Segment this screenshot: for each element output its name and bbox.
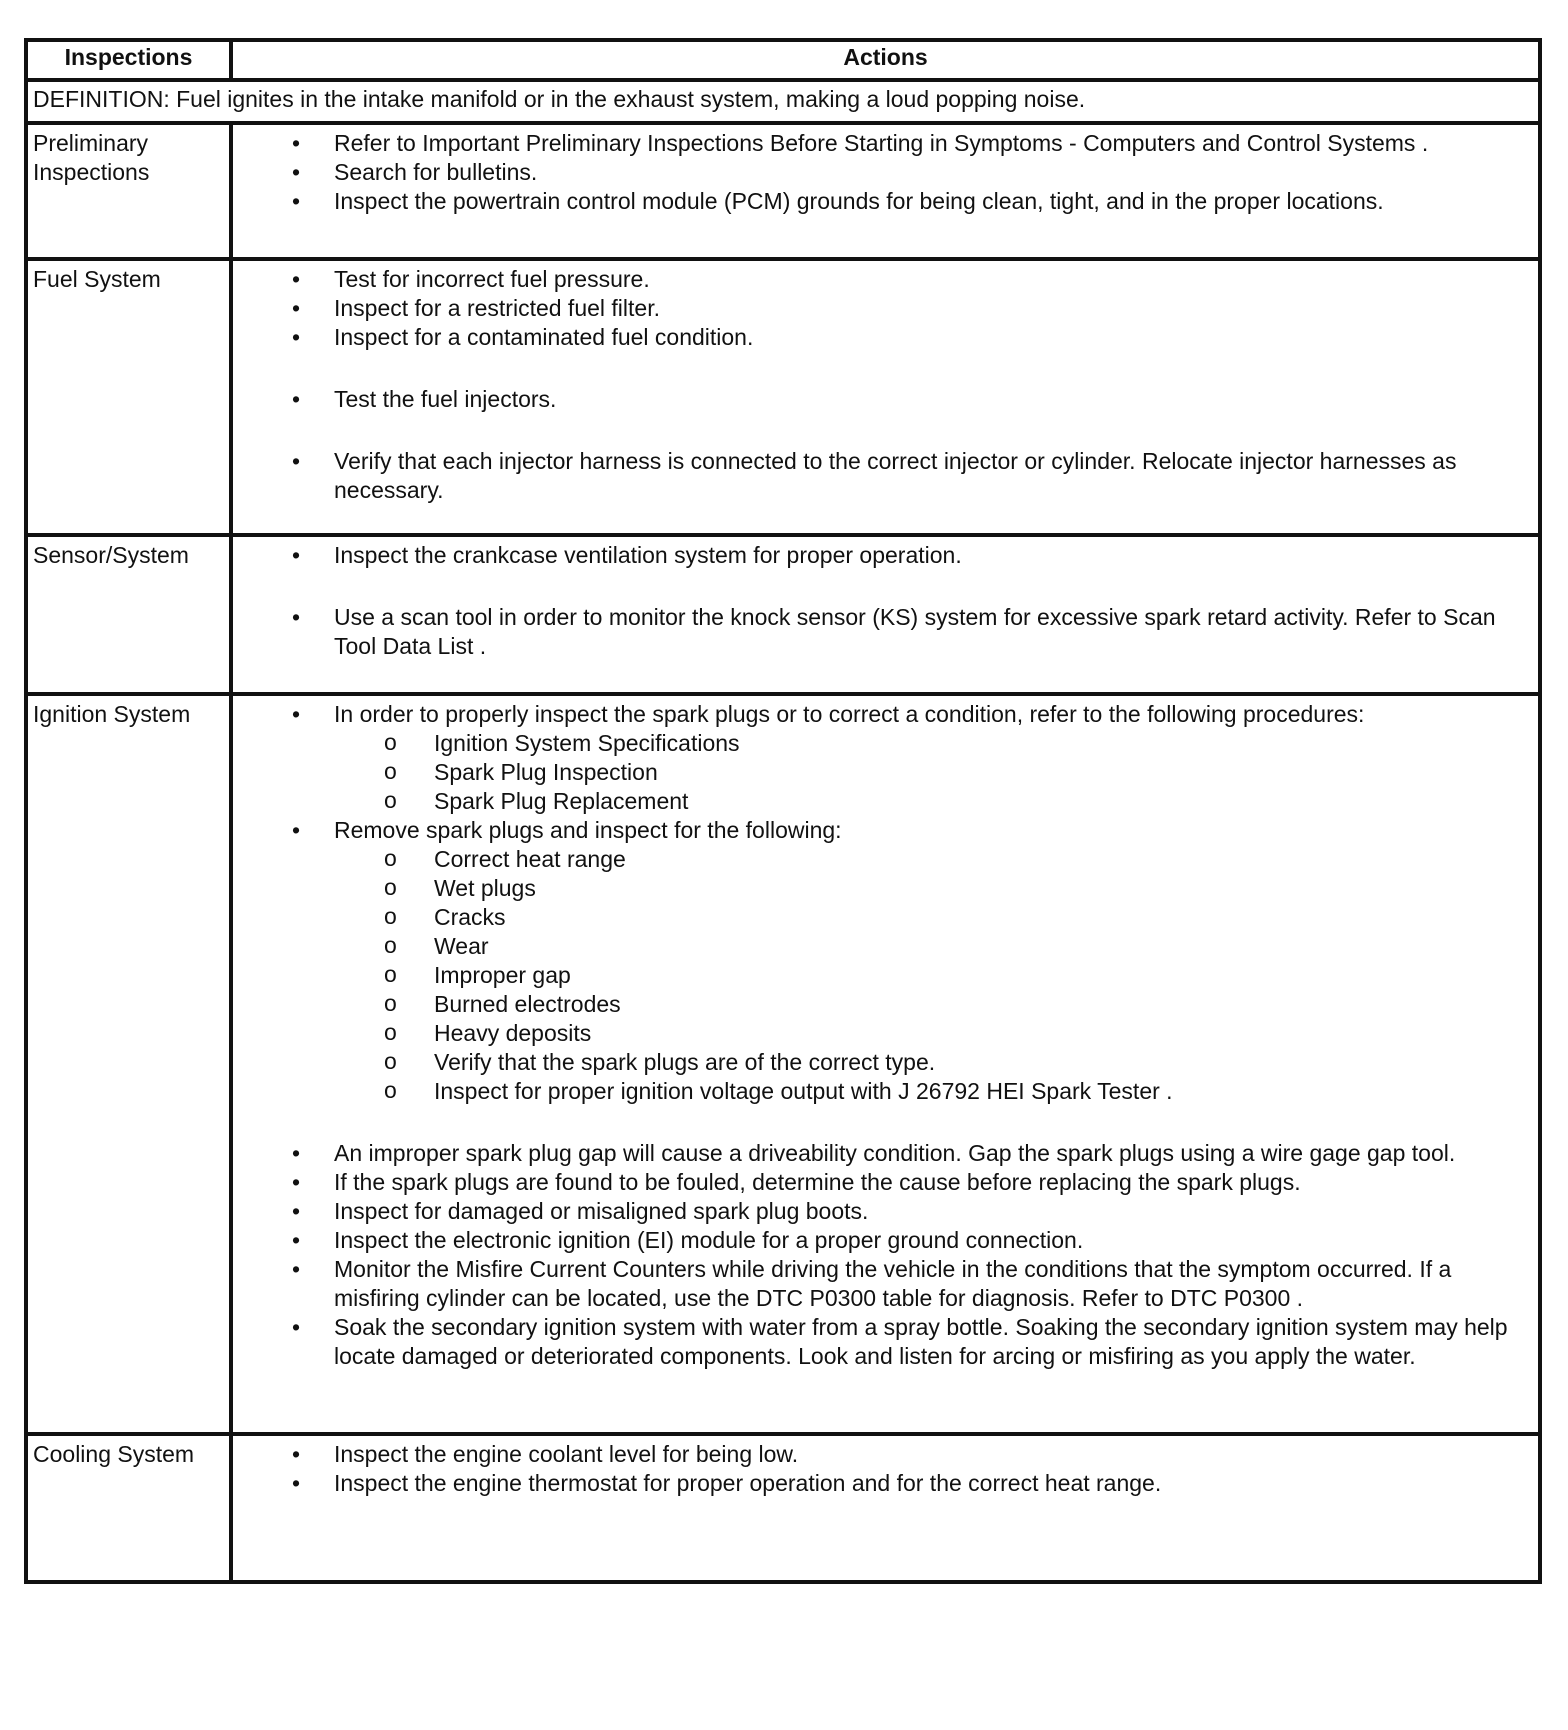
procedure-item: o Spark Plug Replacement [334,787,1532,816]
action-item: • Test the fuel injectors. [239,385,1532,414]
action-list [239,1440,1532,1498]
check-item: o Verify that the spark plugs are of the correct type. [334,1048,1532,1077]
actions-cell [231,694,1540,1434]
action-item: • If the spark plugs are found to be fouled, determine the cause before replacing the spark plugs. [239,1168,1532,1197]
action-item: • Inspect the powertrain control module (PCM) grounds for being clean, tight, and in the proper locations. [239,187,1532,216]
check-item: o Inspect for proper ignition voltage output with J 26792 HEI Spark Tester . [334,1077,1532,1106]
inspection-table [24,38,1542,1584]
spark-plug-check-list [334,845,1532,1106]
action-item: • Test for incorrect fuel pressure. [239,265,1532,294]
procedure-list [334,729,1532,816]
table-row [26,694,1540,1434]
action-item: • Inspect the engine thermostat for proper operation and for the correct heat range. [239,1469,1532,1498]
action-item: • An improper spark plug gap will cause a driveability condition. Gap the spark plugs using a wire gage gap tool. [239,1139,1532,1168]
procedure-item: o Ignition System Specifications [334,729,1532,758]
check-item: o Wet plugs [334,874,1532,903]
action-item: • Monitor the Misfire Current Counters while driving the vehicle in the conditions that the symptom occurred. If a misfiring cylinder can be located, use the DTC P0300 table for diagnosis. Refer to DTC P0300 . [239,1255,1532,1313]
action-item: • Inspect the crankcase ventilation system for proper operation. [239,541,1532,570]
action-list [239,541,1532,661]
action-item: • Soak the secondary ignition system with water from a spray bottle. Soaking the secondary ignition system may help locate damaged or deteriorated components. Look and listen for arcing or misfiring as you apply the water. [239,1313,1532,1371]
action-item: • Inspect for damaged or misaligned spark plug boots. [239,1197,1532,1226]
inspection-label: Fuel System [26,259,231,535]
action-item [239,700,1532,816]
check-item: o Heavy deposits [334,1019,1532,1048]
action-item: • Search for bulletins. [239,158,1532,187]
action-item: • Inspect for a contaminated fuel condition. [239,323,1532,352]
inspection-label: Cooling System [26,1434,231,1582]
action-item: • Inspect for a restricted fuel filter. [239,294,1532,323]
check-item: o Cracks [334,903,1532,932]
header-row [26,40,1540,80]
actions-cell [231,259,1540,535]
inspection-label: Sensor/System [26,535,231,694]
action-list [239,700,1532,1371]
action-list [239,265,1532,505]
check-item: o Improper gap [334,961,1532,990]
action-item-text: In order to properly inspect the spark plugs or to correct a condition, refer to the following procedures: [334,701,1365,727]
definition-row [26,80,1540,123]
actions-cell [231,535,1540,694]
procedure-item: o Spark Plug Inspection [334,758,1532,787]
table-row [26,535,1540,694]
check-item: o Burned electrodes [334,990,1532,1019]
actions-cell [231,1434,1540,1582]
actions-cell [231,123,1540,259]
header-actions: Actions [231,40,1540,80]
action-item: • Inspect the engine coolant level for being low. [239,1440,1532,1469]
action-item: • Use a scan tool in order to monitor the knock sensor (KS) system for excessive spark retard activity. Refer to Scan Tool Data List . [239,603,1532,661]
action-item: • Refer to Important Preliminary Inspections Before Starting in Symptoms - Computers and Control Systems . [239,129,1532,158]
inspection-label: Ignition System [26,694,231,1434]
check-item: o Correct heat range [334,845,1532,874]
definition-text: DEFINITION: Fuel ignites in the intake manifold or in the exhaust system, making a loud popping noise. [26,80,1540,123]
table-row [26,123,1540,259]
inspection-label: Preliminary Inspections [26,123,231,259]
action-item: • Verify that each injector harness is connected to the correct injector or cylinder. Relocate injector harnesses as necessary. [239,447,1532,505]
action-list [239,129,1532,216]
table-row [26,1434,1540,1582]
action-item: • Inspect the electronic ignition (EI) module for a proper ground connection. [239,1226,1532,1255]
action-item [239,816,1532,1106]
table-row [26,259,1540,535]
header-inspections: Inspections [26,40,231,80]
action-item-text: Remove spark plugs and inspect for the following: [334,817,842,843]
check-item: o Wear [334,932,1532,961]
